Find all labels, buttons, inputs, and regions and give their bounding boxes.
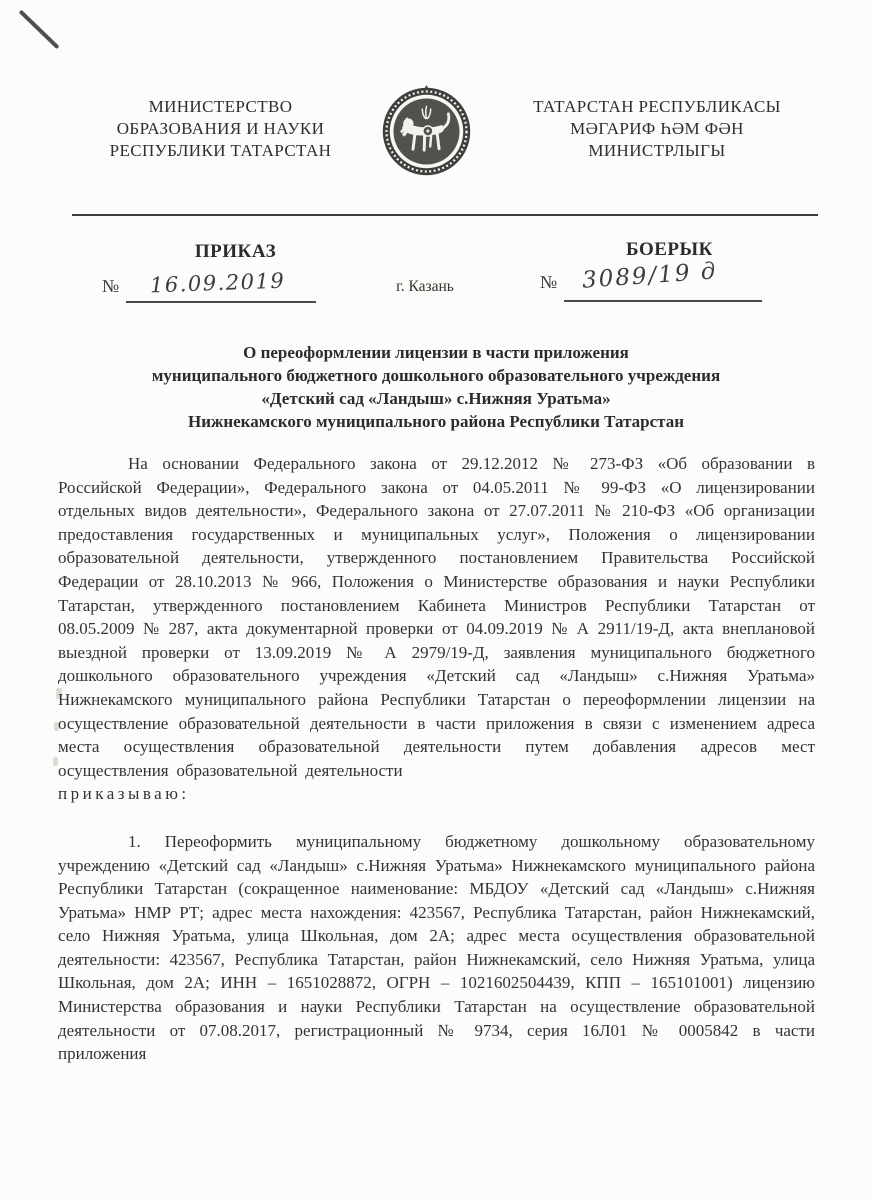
handwritten-order-number: 3089/19 д xyxy=(581,258,719,294)
document-body xyxy=(58,452,815,1066)
date-underline xyxy=(126,301,316,303)
handwritten-order-date: 16.09.2019 xyxy=(149,268,286,298)
number-sign-left: № xyxy=(102,276,120,296)
tatarstan-coat-of-arms-icon xyxy=(380,85,473,178)
ministry-name-tat-line1: ТАТАРСТАН РЕСПУБЛИКАСЫ xyxy=(533,97,781,116)
number-underline xyxy=(564,300,762,302)
title-line-3: «Детский сад «Ландыш» с.Нижняя Уратьма» xyxy=(261,389,611,408)
order-label-russian: ПРИКАЗ xyxy=(194,241,277,262)
ministry-name-ru-line3: РЕСПУБЛИКИ ТАТАРСТАН xyxy=(109,141,332,160)
document-title xyxy=(60,341,812,433)
ministry-name-tat-line3: МИНИСТРЛЫГЫ xyxy=(588,141,726,160)
title-line-1: О переоформлении лицензии в части приложения xyxy=(243,343,629,362)
number-sign-right: № xyxy=(540,272,558,292)
ministry-name-tat-line2: МӘГАРИФ ҺӘМ ФӘН xyxy=(570,119,744,138)
order-verb: приказываю: xyxy=(58,784,190,804)
city-label: г. Казань xyxy=(396,278,454,295)
preamble-paragraph: На основании Федерального закона от 29.12.2012 № 273-ФЗ «Об образовании в Российской Федерации», Федерального закона от 04.05.2011 № 99-ФЗ «О лицензировании отдельных видов деятельности», Федерального закона от 27.07.2011 № 210-ФЗ «Об организации предоставления государственных и муниципальных услуг», Положения о лицензировании образовательной деятельности, утвержденного постановлением Правительства Российской Федерации от 28.10.2013 № 966, Положения о Министерстве образования и науки Республики Татарстан, утвержденного постановлением Кабинета Министров Республики Татарстан от 08.05.2009 № 287, акта документарной проверки от 04.09.2019 № А 2911/19-Д, акта внеплановой выездной проверки от 13.09.2019 № А 2979/19-Д, заявления муниципального бюджетного дошкольного образовательного учреждения «Детский сад «Ландыш» с.Нижняя Уратьма» Нижнекамского муниципального района Республики Татарстан о переоформлении лицензии на осуществление образовательной деятельности в части приложения в связи с изменением адреса места осуществления образовательной деятельности путем добавления адресов мест осуществления образовательной деятельности xyxy=(58,454,815,780)
pen-mark-artifact xyxy=(19,10,60,50)
title-line-4: Нижнекамского муниципального района Республики Татарстан xyxy=(188,412,684,431)
ministry-name-tatar xyxy=(482,96,832,162)
ministry-name-ru-line1: МИНИСТЕРСТВО xyxy=(148,97,293,116)
ministry-name-russian xyxy=(68,96,373,162)
ministry-name-ru-line2: ОБРАЗОВАНИЯ И НАУКИ xyxy=(116,119,325,138)
header-separator-line xyxy=(72,214,818,216)
order-label-tatar: БОЕРЫК xyxy=(626,239,713,260)
item-1-paragraph: 1. Переоформить муниципальному бюджетному дошкольному образовательному учреждению «Детский сад «Ландыш» с.Нижняя Уратьма» Нижнекамского муниципального района Республики Татарстан (сокращенное наименование: МБДОУ «Детский сад «Ландыш» с.Нижняя Уратьма» НМР РТ; адрес места нахождения: 423567, Республика Татарстан, район Нижнекамский, село Нижняя Уратьма, улица Школьная, дом 2А; адрес места осуществления образовательной деятельности: 423567, Республика Татарстан, район Нижнекамский, село Нижняя Уратьма, улица Школьная, дом 2А; ИНН – 1651028872, ОГРН – 1021602504439, КПП – 165101001) лицензию Министерства образования и науки Республики Татарстан на осуществление образовательной деятельности от 07.08.2017, регистрационный № 9734, серия 16Л01 № 0005842 в части приложения xyxy=(58,831,815,1064)
title-line-2: муниципального бюджетного дошкольного образовательного учреждения xyxy=(151,366,721,385)
